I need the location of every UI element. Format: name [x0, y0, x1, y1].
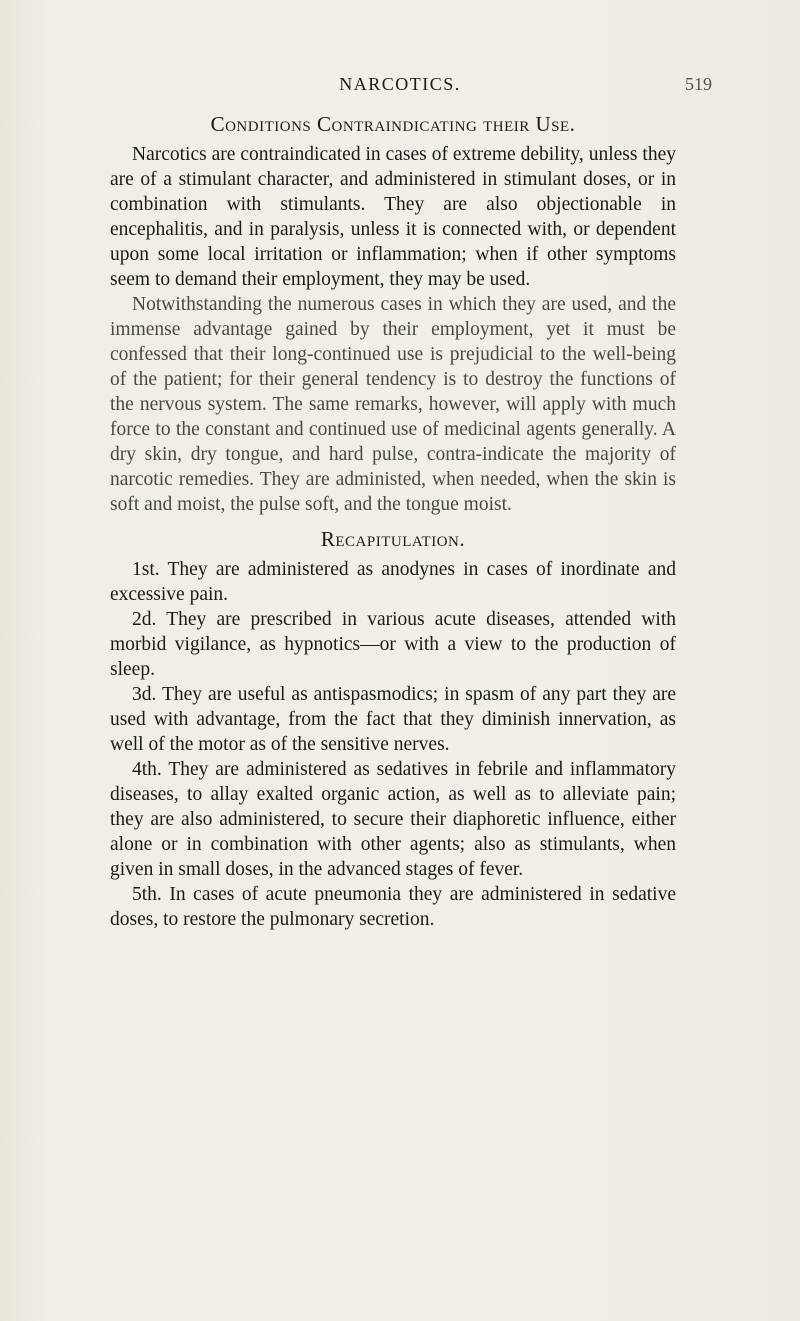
recap-item-4: 4th. They are administered as sedatives in febrile and inflammatory diseases, to allay exalted organic action, as well as to alleviate pain; they are also administered, to secure their diaphoretic influence, either alone or in combination with other agents; also as stimulants, when given in small doses, in the advanced stages of fever.: [110, 759, 676, 880]
running-head: [0, 70, 800, 98]
recap-item-2: 2d. They are prescribed in various acute diseases, attended with morbid vigilance, as hypnotics—or with a view to the production of sleep.: [110, 609, 676, 680]
recapitulation-list: [110, 557, 676, 932]
paragraph-long-continued-use: Notwithstanding the numerous cases in which they are used, and the immense advantage gained by their employment, yet it must be confessed that their long-continued use is prejudicial to the well-being of the patient; for their general tendency is to destroy the functions of the nervous system. The same remarks, however, will apply with much force to the constant and continued use of medicinal agents generally. A dry skin, dry tongue, and hard pulse, contra-indicate the majority of narcotic remedies. They are administed, when needed, when the skin is soft and moist, the pulse soft, and the tongue moist.: [110, 294, 676, 515]
running-title: NARCOTICS.: [339, 74, 461, 94]
section-heading-contraindications: Conditions Contraindicating their Use.: [210, 112, 576, 136]
recap-item-5: 5th. In cases of acute pneumonia they are administered in sedative doses, to restore the pulmonary secretion.: [110, 884, 676, 930]
paragraph-contraindications: Narcotics are contraindicated in cases of extreme debility, unless they are of a stimulant character, and administered in stimulant doses, or in combination with stimulants. They are also objectionable in encephalitis, and in paralysis, unless it is connected with, or dependent upon some local irritation or inflammation; when if other symptoms seem to demand their employment, they may be used.: [110, 144, 676, 290]
recap-item-3: 3d. They are useful as antispasmodics; in spasm of any part they are used with advantage, from the fact that they diminish innervation, as well of the motor as of the sensitive nerves.: [110, 684, 676, 755]
recap-item-1: 1st. They are administered as anodynes in cases of inordinate and excessive pain.: [110, 559, 676, 605]
page-body: [110, 112, 676, 932]
page-number: 519: [685, 74, 712, 94]
section-heading-recapitulation: Recapitulation.: [320, 527, 466, 551]
